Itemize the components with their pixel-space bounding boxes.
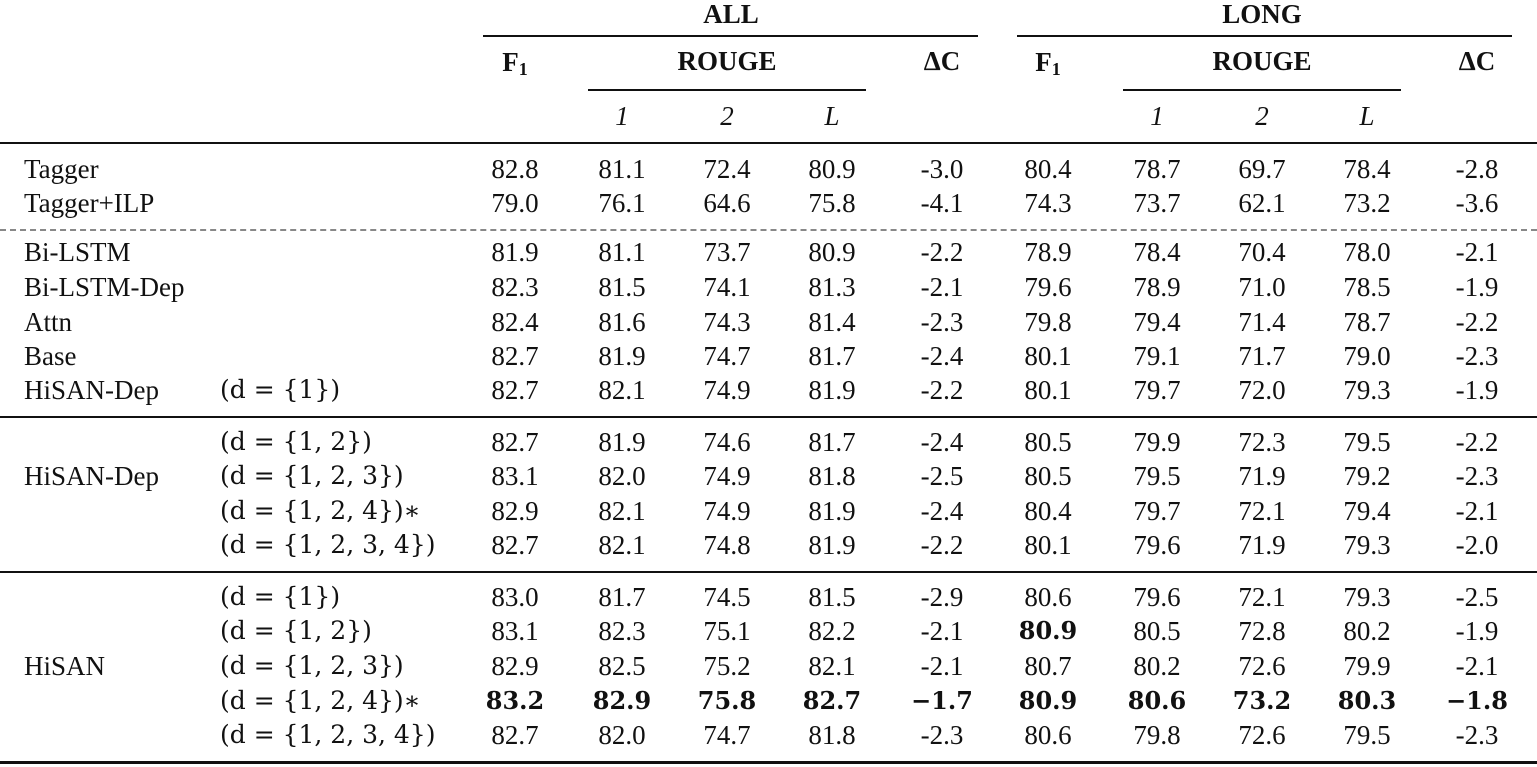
header-delta-c-long: ΔC xyxy=(1458,46,1496,76)
table-cell: 74.9 xyxy=(703,375,751,405)
table-cell: 81.8 xyxy=(808,461,856,491)
table-cell: -2.1 xyxy=(920,272,964,302)
table-cell: 80.6 xyxy=(1127,686,1187,715)
table-cell: -2.0 xyxy=(1455,530,1499,560)
table-cell: 83.2 xyxy=(485,686,545,715)
table-cell: 80.6 xyxy=(1024,720,1072,750)
table-cell: 62.1 xyxy=(1238,188,1286,218)
table-cell: 82.8 xyxy=(491,154,539,184)
table-cell: 74.7 xyxy=(703,341,751,371)
table-cell: -2.1 xyxy=(1455,496,1499,526)
table-cell: 81.4 xyxy=(808,307,856,337)
model-name: Tagger xyxy=(24,154,99,184)
config-label: (d = {1, 2, 3, 4}) xyxy=(220,530,436,559)
header-rouge-all: ROUGE xyxy=(677,46,777,76)
table-cell: 82.1 xyxy=(808,651,856,681)
table-cell: 79.6 xyxy=(1133,582,1181,612)
table-cell: 79.0 xyxy=(1343,341,1391,371)
table-cell: 71.4 xyxy=(1238,307,1286,337)
header-rouge-2-long: 2 xyxy=(1255,101,1269,131)
config-label: (d = {1}) xyxy=(220,582,341,611)
table-cell: -2.3 xyxy=(1455,461,1499,491)
table-cell: 79.9 xyxy=(1343,651,1391,681)
table-cell: 82.7 xyxy=(491,341,539,371)
table-cell: 74.6 xyxy=(703,427,751,457)
table-cell: -3.6 xyxy=(1455,188,1499,218)
table-cell: -3.0 xyxy=(920,154,964,184)
table-cell: 82.1 xyxy=(598,375,646,405)
table-cell: 80.2 xyxy=(1343,616,1391,646)
table-cell: 80.5 xyxy=(1024,461,1072,491)
model-name: Base xyxy=(24,341,77,371)
table-cell: 79.8 xyxy=(1024,307,1072,337)
table-cell: 82.0 xyxy=(598,461,646,491)
header-rouge-l-long: L xyxy=(1359,101,1375,131)
config-label: (d = {1, 2, 3, 4}) xyxy=(220,720,436,749)
table-cell: 78.7 xyxy=(1133,154,1181,184)
table-cell: 81.5 xyxy=(598,272,646,302)
header-rouge-2-all: 2 xyxy=(720,101,734,131)
table-cell: 72.3 xyxy=(1238,427,1286,457)
group-rule-long xyxy=(1017,35,1512,37)
table-cell: 79.3 xyxy=(1343,530,1391,560)
table-cell: 71.0 xyxy=(1238,272,1286,302)
table-cell: 73.7 xyxy=(1133,188,1181,218)
table-cell: 82.9 xyxy=(491,496,539,526)
table-cell: 82.3 xyxy=(598,616,646,646)
table-cell: 81.1 xyxy=(598,154,646,184)
table-cell: 80.9 xyxy=(1018,616,1078,645)
table-cell: 73.2 xyxy=(1232,686,1292,715)
table-cell: 79.6 xyxy=(1133,530,1181,560)
config-label: (d = {1}) xyxy=(220,375,341,404)
table-cell: 80.9 xyxy=(808,237,856,267)
table-cell: 80.5 xyxy=(1133,616,1181,646)
table-cell: 83.1 xyxy=(491,461,539,491)
group-rule-all xyxy=(483,35,978,37)
table-cell: 79.0 xyxy=(491,188,539,218)
header-rouge-l-all: L xyxy=(824,101,840,131)
table-cell: 74.5 xyxy=(703,582,751,612)
table-cell: 83.0 xyxy=(491,582,539,612)
table-cell: 78.9 xyxy=(1024,237,1072,267)
table-cell: 82.7 xyxy=(491,375,539,405)
table-cell: 82.5 xyxy=(598,651,646,681)
header-f1-all: $F_1$ xyxy=(502,47,528,79)
table-cell: 81.9 xyxy=(491,237,539,267)
header-delta-c-all: ΔC xyxy=(923,46,961,76)
model-name: HiSAN-Dep xyxy=(24,461,159,491)
table-cell: -2.2 xyxy=(1455,427,1499,457)
rouge-rule-long xyxy=(1123,89,1401,91)
table-cell: -2.3 xyxy=(920,307,964,337)
table-cell: -1.9 xyxy=(1455,375,1499,405)
table-cell: 83.1 xyxy=(491,616,539,646)
model-name: HiSAN-Dep xyxy=(24,375,159,405)
group-header-all: ALL xyxy=(703,0,759,29)
table-cell: 82.4 xyxy=(491,307,539,337)
section-rule-1 xyxy=(0,416,1537,418)
table-cell: -2.2 xyxy=(1455,307,1499,337)
table-cell: 74.9 xyxy=(703,461,751,491)
table-cell: -2.3 xyxy=(1455,720,1499,750)
header-rouge-long: ROUGE xyxy=(1212,46,1312,76)
bottom-rule xyxy=(0,761,1537,764)
table-cell: 79.4 xyxy=(1343,496,1391,526)
table-cell: 82.7 xyxy=(491,720,539,750)
table-cell: 81.3 xyxy=(808,272,856,302)
table-cell: 79.9 xyxy=(1133,427,1181,457)
table-cell: 82.3 xyxy=(491,272,539,302)
section-rule-2 xyxy=(0,571,1537,573)
table-cell: 72.1 xyxy=(1238,582,1286,612)
table-cell: -2.1 xyxy=(920,616,964,646)
table-cell: 80.2 xyxy=(1133,651,1181,681)
table-cell: 72.0 xyxy=(1238,375,1286,405)
table-cell: -2.1 xyxy=(920,651,964,681)
table-cell: 70.4 xyxy=(1238,237,1286,267)
table-cell: 82.1 xyxy=(598,496,646,526)
model-name: Attn xyxy=(24,307,73,337)
table-cell: 79.8 xyxy=(1133,720,1181,750)
table-cell: 74.7 xyxy=(703,720,751,750)
table-cell: 82.7 xyxy=(802,686,862,715)
group-header-long: LONG xyxy=(1222,0,1302,29)
table-cell: 81.8 xyxy=(808,720,856,750)
table-cell: 78.4 xyxy=(1133,237,1181,267)
table-cell: -2.5 xyxy=(1455,582,1499,612)
table-cell: -2.8 xyxy=(1455,154,1499,184)
table-cell: 64.6 xyxy=(703,188,751,218)
table-cell: 75.1 xyxy=(703,616,751,646)
table-cell: 74.3 xyxy=(1024,188,1072,218)
table-cell: 80.5 xyxy=(1024,427,1072,457)
table-cell: 79.5 xyxy=(1133,461,1181,491)
table-cell: -4.1 xyxy=(920,188,964,218)
header-f1-long: $F_1$ xyxy=(1035,47,1061,79)
table-cell: 81.9 xyxy=(808,496,856,526)
table-cell: 80.4 xyxy=(1024,496,1072,526)
table-cell: 79.7 xyxy=(1133,496,1181,526)
table-cell: 71.9 xyxy=(1238,461,1286,491)
table-cell: 81.5 xyxy=(808,582,856,612)
table-cell: 75.2 xyxy=(703,651,751,681)
table-cell: 79.5 xyxy=(1343,720,1391,750)
table-cell: -1.9 xyxy=(1455,272,1499,302)
table-cell: 80.4 xyxy=(1024,154,1072,184)
table-cell: 72.6 xyxy=(1238,720,1286,750)
table-cell: 79.2 xyxy=(1343,461,1391,491)
table-cell: −1.8 xyxy=(1446,686,1508,715)
table-cell: 72.8 xyxy=(1238,616,1286,646)
header-rouge-1-long: 1 xyxy=(1150,101,1164,131)
table-cell: −1.7 xyxy=(911,686,973,715)
table-cell: 82.1 xyxy=(598,530,646,560)
table-cell: -2.4 xyxy=(920,341,964,371)
table-cell: 82.7 xyxy=(491,530,539,560)
table-cell: 78.7 xyxy=(1343,307,1391,337)
table-cell: 79.3 xyxy=(1343,582,1391,612)
model-name: Bi-LSTM-Dep xyxy=(24,272,185,302)
config-label: (d = {1, 2, 4})∗ xyxy=(220,686,421,715)
config-label: (d = {1, 2, 3}) xyxy=(220,461,404,490)
table-cell: 79.6 xyxy=(1024,272,1072,302)
model-name: Bi-LSTM xyxy=(24,237,131,267)
table-cell: 74.8 xyxy=(703,530,751,560)
table-cell: -2.3 xyxy=(1455,341,1499,371)
config-label: (d = {1, 2, 3}) xyxy=(220,651,404,680)
header-rouge-1-all: 1 xyxy=(615,101,629,131)
table-cell: -2.1 xyxy=(1455,237,1499,267)
table-cell: 78.5 xyxy=(1343,272,1391,302)
table-cell: 82.2 xyxy=(808,616,856,646)
table-cell: 74.9 xyxy=(703,496,751,526)
table-cell: 80.9 xyxy=(808,154,856,184)
model-name: HiSAN xyxy=(24,651,106,681)
table-cell: 82.9 xyxy=(491,651,539,681)
table-cell: 72.1 xyxy=(1238,496,1286,526)
model-name: Tagger+ILP xyxy=(24,188,155,218)
table-cell: 81.6 xyxy=(598,307,646,337)
table-cell: -2.4 xyxy=(920,427,964,457)
table-cell: 73.2 xyxy=(1343,188,1391,218)
table-cell: 71.9 xyxy=(1238,530,1286,560)
table-cell: -2.9 xyxy=(920,582,964,612)
table-cell: 73.7 xyxy=(703,237,751,267)
table-cell: 82.7 xyxy=(491,427,539,457)
table-cell: 78.4 xyxy=(1343,154,1391,184)
table-cell: 74.3 xyxy=(703,307,751,337)
config-label: (d = {1, 2}) xyxy=(220,427,372,456)
table-cell: 80.3 xyxy=(1337,686,1397,715)
table-cell: 80.1 xyxy=(1024,341,1072,371)
table-cell: 81.7 xyxy=(808,427,856,457)
table-cell: 74.1 xyxy=(703,272,751,302)
config-label: (d = {1, 2}) xyxy=(220,616,372,645)
table-cell: 81.9 xyxy=(808,375,856,405)
table-cell: 75.8 xyxy=(697,686,757,715)
table-cell: 71.7 xyxy=(1238,341,1286,371)
table-cell: 80.1 xyxy=(1024,375,1072,405)
table-cell: -2.1 xyxy=(1455,651,1499,681)
table-cell: -2.5 xyxy=(920,461,964,491)
table-cell: 78.9 xyxy=(1133,272,1181,302)
table-cell: 81.9 xyxy=(808,530,856,560)
table-cell: 79.1 xyxy=(1133,341,1181,371)
table-cell: 81.9 xyxy=(598,341,646,371)
table-cell: 69.7 xyxy=(1238,154,1286,184)
table-cell: 79.7 xyxy=(1133,375,1181,405)
table-cell: 76.1 xyxy=(598,188,646,218)
table-cell: 81.9 xyxy=(598,427,646,457)
table-cell: 82.0 xyxy=(598,720,646,750)
table-cell: 81.7 xyxy=(598,582,646,612)
table-cell: -2.4 xyxy=(920,496,964,526)
dashed-separator xyxy=(0,229,1537,231)
table-cell: 80.1 xyxy=(1024,530,1072,560)
table-cell: 79.5 xyxy=(1343,427,1391,457)
table-cell: -2.3 xyxy=(920,720,964,750)
table-cell: 72.6 xyxy=(1238,651,1286,681)
table-cell: 80.7 xyxy=(1024,651,1072,681)
table-cell: 80.6 xyxy=(1024,582,1072,612)
table-cell: 78.0 xyxy=(1343,237,1391,267)
table-cell: 79.3 xyxy=(1343,375,1391,405)
table-cell: -1.9 xyxy=(1455,616,1499,646)
table-cell: 81.1 xyxy=(598,237,646,267)
header-rule xyxy=(0,142,1537,144)
table-cell: 81.7 xyxy=(808,341,856,371)
table-cell: -2.2 xyxy=(920,530,964,560)
table-cell: 75.8 xyxy=(808,188,856,218)
rouge-rule-all xyxy=(588,89,866,91)
config-label: (d = {1, 2, 4})∗ xyxy=(220,496,421,525)
table-cell: -2.2 xyxy=(920,375,964,405)
table-cell: -2.2 xyxy=(920,237,964,267)
table-cell: 72.4 xyxy=(703,154,751,184)
table-cell: 80.9 xyxy=(1018,686,1078,715)
table-cell: 82.9 xyxy=(592,686,652,715)
table-cell: 79.4 xyxy=(1133,307,1181,337)
